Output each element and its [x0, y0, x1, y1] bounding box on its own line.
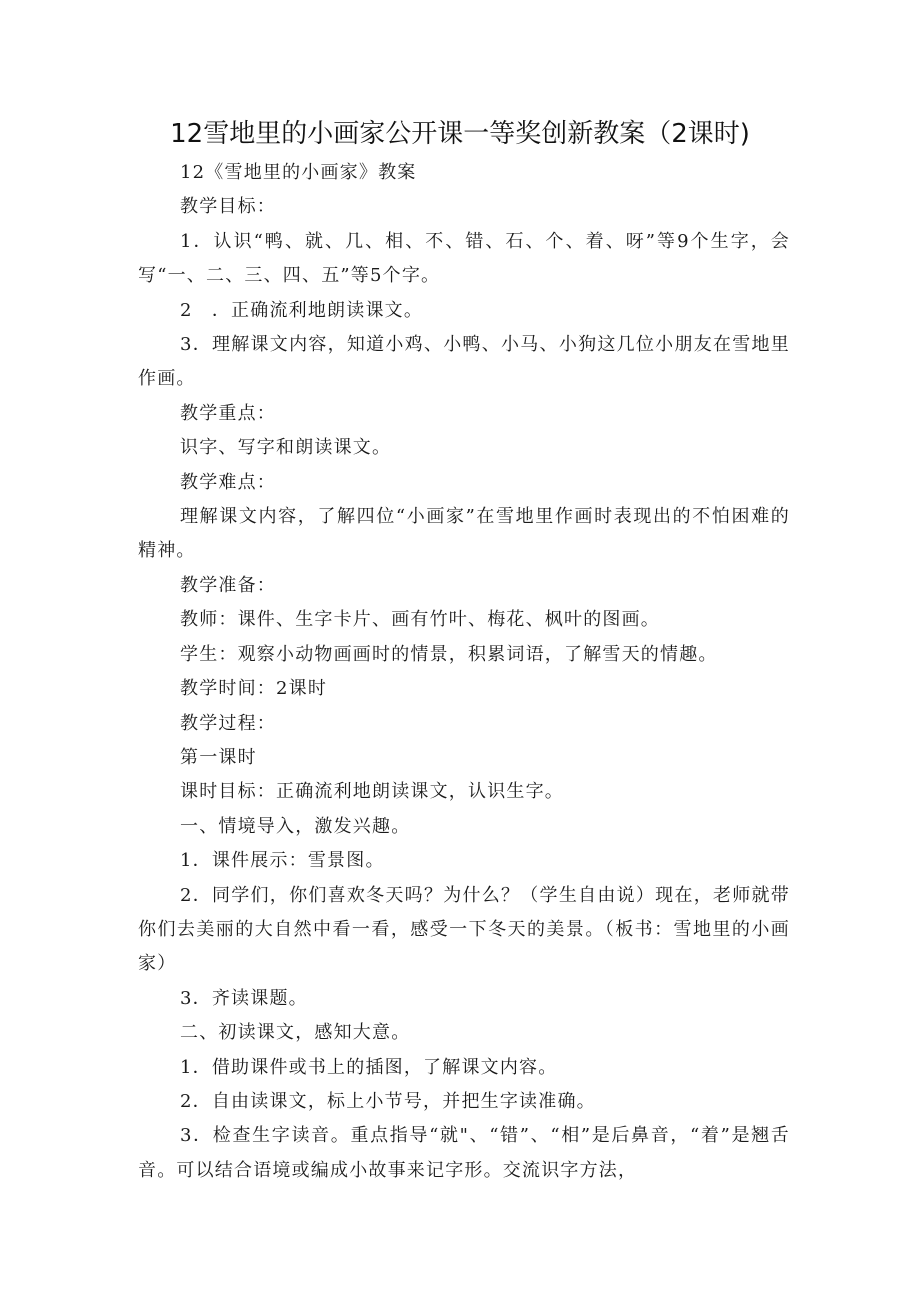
paragraph-objective-3: 3．理解课文内容，知道小鸡、小鸭、小马、小狗这几位小朋友在雪地里作画。 [138, 334, 790, 390]
paragraph-teaching-time: 教学时间：2课时 [180, 678, 328, 700]
paragraph-lesson-heading: 12《雪地里的小画家》教案 [180, 162, 417, 183]
paragraph-objectives-label: 教学目标： [180, 196, 276, 218]
document-title: 12雪地里的小画家公开课一等奖创新教案（2课时) [170, 119, 750, 149]
document-body [138, 156, 790, 1188]
paragraph-preparation-label: 教学准备： [180, 574, 276, 596]
paragraph-step-1-3: 3．齐读课题。 [180, 987, 308, 1009]
paragraph-lesson-goal: 课时目标：正确流利地朗读课文，认识生字。 [180, 781, 564, 803]
paragraph-step-2-3: 3．检查生字读音。重点指导“就"、“错”、“相”是后鼻音，“着”是翘舌音。可以结合语境或编成小故事来记字形。交流识字方法， [138, 1125, 790, 1181]
paragraph-teacher-prep: 教师：课件、生字卡片、画有竹叶、梅花、枫叶的图画。 [180, 609, 660, 631]
paragraph-step-2-2: 2．自由读课文，标上小节号，并把生字读准确。 [180, 1090, 596, 1112]
paragraph-step-1-2: 2．同学们，你们喜欢冬天吗？为什么？（学生自由说）现在，老师就带你们去美丽的大自然中看一看，感受一下冬天的美景。（板书：雪地里的小画家） [138, 884, 790, 975]
paragraph-difficulties: 理解课文内容，了解四位“小画家”在雪地里作画时表现出的不怕困难的精神。 [138, 506, 790, 562]
paragraph-key-points: 识字、写字和朗读课文。 [180, 437, 392, 459]
paragraph-section-1: 一、情境导入，激发兴趣。 [180, 815, 411, 837]
paragraph-objective-2: 2 ．正确流利地朗读课文。 [180, 299, 424, 321]
paragraph-step-1-1: 1．课件展示：雪景图。 [180, 850, 385, 872]
paragraph-student-prep: 学生：观察小动物画画时的情景，积累词语，了解雪天的情趣。 [180, 643, 718, 665]
paragraph-section-2: 二、初读课文，感知大意。 [180, 1022, 411, 1044]
paragraph-difficulties-label: 教学难点： [180, 471, 276, 493]
paragraph-step-2-1: 1．借助课件或书上的插图，了解课文内容。 [180, 1056, 558, 1078]
paragraph-process-label: 教学过程： [180, 712, 276, 734]
paragraph-first-lesson: 第一课时 [180, 746, 257, 768]
paragraph-key-points-label: 教学重点： [180, 402, 276, 424]
paragraph-objective-1: 1．认识“鸭、就、几、相、不、错、石、个、着、呀”等9个生字，会写“一、二、三、四、五”等5个字。 [138, 230, 790, 287]
